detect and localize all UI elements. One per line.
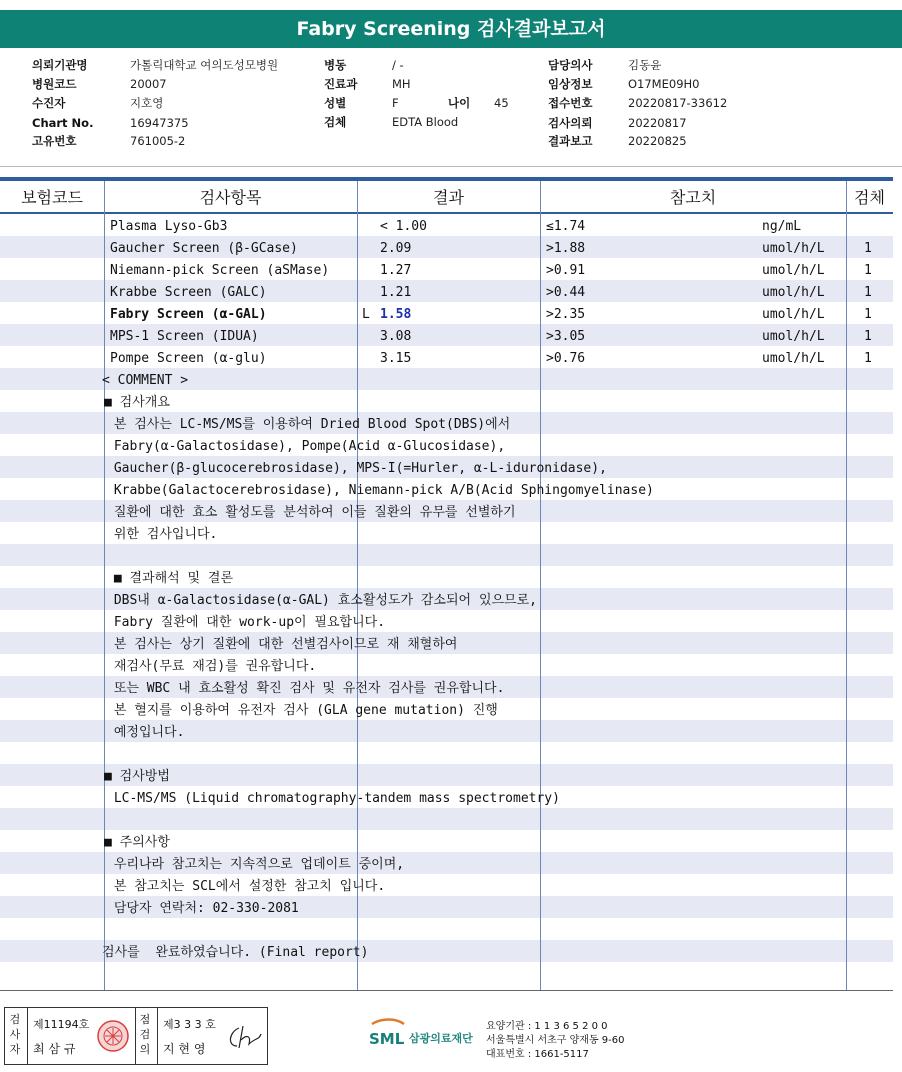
row-specimen: 1 <box>864 351 872 366</box>
row-result: 1.21 <box>380 285 412 300</box>
comment-line: 본 혈지를 이용하여 유전자 검사 (GLA gene mutation) 진행 <box>106 703 498 718</box>
institution-code: 요양기관 : 1 1 3 6 5 2 0 0 <box>486 1021 608 1032</box>
row-item: Niemann-pick Screen (aSMase) <box>110 263 330 278</box>
row-unit: umol/h/L <box>762 351 825 366</box>
info-receipt-no: 접수번호 <box>548 96 593 110</box>
column-divider <box>540 181 541 990</box>
row-reference: >0.76 <box>546 351 586 366</box>
row-stripe <box>0 544 893 566</box>
row-low-flag: L <box>362 307 370 322</box>
row-specimen: 1 <box>864 329 872 344</box>
info-unique-no: 고유번호 <box>32 134 77 148</box>
info-specimen-value: EDTA Blood <box>392 115 459 129</box>
reviewer-number: 제3 3 3 호 <box>163 1018 216 1031</box>
divider <box>0 166 902 167</box>
row-reference: >0.91 <box>546 263 586 278</box>
row-item: Krabbe Screen (GALC) <box>110 285 267 300</box>
comment-line: 또는 WBC 내 효소활성 확진 검사 및 유전자 검사를 권유합니다. <box>106 681 505 696</box>
reviewer-signature-icon <box>225 1022 263 1052</box>
column-divider <box>846 181 847 990</box>
info-specimen: 검체 <box>324 115 347 129</box>
comment-line: ■ 검사개요 <box>104 395 170 410</box>
table-bottom-rule <box>0 990 893 991</box>
info-label: 의뢰기관명 <box>32 58 88 72</box>
comment-line: LC-MS/MS (Liquid chromatography-tandem mass spectrometry) <box>106 791 560 806</box>
row-unit: umol/h/L <box>762 307 825 322</box>
row-unit: umol/h/L <box>762 241 825 256</box>
sml-logo-icon <box>368 1018 406 1048</box>
header-result: 결과 <box>433 188 464 207</box>
info-age-value: 45 <box>494 96 509 110</box>
examiner-number: 제11194호 <box>33 1018 90 1031</box>
table-top-rule <box>0 177 893 181</box>
info-clinical-value: O17ME09H0 <box>628 77 700 91</box>
row-reference: >3.05 <box>546 329 586 344</box>
row-result: 2.09 <box>380 241 412 256</box>
row-reference: >1.88 <box>546 241 586 256</box>
sml-logo-text: SML <box>369 1030 405 1048</box>
info-unique-no-value: 761005-2 <box>130 134 186 148</box>
row-item: MPS-1 Screen (IDUA) <box>110 329 259 344</box>
comment-line: 본 검사는 상기 질환에 대한 선별검사이므로 재 채혈하여 <box>106 637 458 652</box>
row-reference: ≤1.74 <box>546 219 586 234</box>
comment-line: Gaucher(β-glucocerebrosidase), MPS-I(=Hurler, α-L-iduronidase), <box>106 461 607 476</box>
comment-line: 본 검사는 LC-MS/MS를 이용하여 Dried Blood Spot(DBS)에서 <box>106 417 511 432</box>
row-result: 1.27 <box>380 263 412 278</box>
header-specimen: 검체 <box>854 188 885 207</box>
comment-line: 질환에 대한 효소 활성도를 분석하여 이들 질환의 유무를 선별하기 <box>106 505 516 520</box>
comment-header: < COMMENT > <box>102 373 189 388</box>
comment-line: ■ 결과해석 및 결론 <box>106 571 234 586</box>
comment-line: 본 참고치는 SCL에서 설정한 참고치 입니다. <box>106 879 386 894</box>
comment-line: 재검사(무료 재검)를 권유합니다. <box>106 659 317 674</box>
info-ward: 병동 <box>324 58 347 72</box>
info-hospital-code: 병원코드 <box>32 77 77 91</box>
header-test-item: 검사항목 <box>199 188 262 207</box>
comment-line: 담당자 연락처: 02-330-2081 <box>106 901 299 916</box>
info-chart-no-value: 16947375 <box>130 116 189 130</box>
row-reference: >0.44 <box>546 285 586 300</box>
row-stripe <box>0 808 893 830</box>
row-unit: umol/h/L <box>762 285 825 300</box>
info-doctor-value: 김동윤 <box>628 58 662 72</box>
comment-line: 예정입니다. <box>106 725 185 740</box>
row-unit: ng/mL <box>762 219 802 234</box>
info-sex: 성별 <box>324 96 347 110</box>
info-clinical: 임상정보 <box>548 77 593 91</box>
row-result: 3.15 <box>380 351 412 366</box>
row-unit: umol/h/L <box>762 329 825 344</box>
comment-line: 위한 검사입니다. <box>106 527 218 542</box>
final-report-line: 검사를 완료하였습니다. (Final report) <box>102 945 369 960</box>
row-result: < 1.00 <box>380 219 427 234</box>
info-ordering-institution-value: 가톨릭대학교 여의도성모병원 <box>130 58 279 72</box>
row-item: Plasma Lyso-Gb3 <box>110 219 228 234</box>
examiner-name: 최 삼 규 <box>33 1042 76 1056</box>
info-patient: 수진자 <box>32 96 66 110</box>
info-hospital-code-value: 20007 <box>130 77 167 91</box>
report-title: Fabry Screening 검사결과보고서 <box>296 18 606 40</box>
info-department: 진료과 <box>324 77 358 91</box>
info-report-date: 결과보고 <box>548 134 593 148</box>
info-ordering-institution <box>32 58 88 72</box>
row-specimen: 1 <box>864 285 872 300</box>
info-department-value: MH <box>392 77 411 91</box>
info-receipt-no-value: 20220817-33612 <box>628 96 728 110</box>
reviewer-name: 지 현 영 <box>163 1042 206 1056</box>
comment-line: 우리나라 참고치는 지속적으로 업데이트 중이며, <box>106 857 405 872</box>
table-header-rule <box>0 212 893 214</box>
foundation-name: 삼광의료재단 <box>409 1032 473 1045</box>
row-reference: >2.35 <box>546 307 586 322</box>
row-item: Gaucher Screen (β-GCase) <box>110 241 298 256</box>
divider <box>27 1008 28 1064</box>
reviewer-label: 점검의 <box>139 1013 151 1056</box>
examiner-label: 검사자 <box>9 1013 21 1056</box>
info-patient-value: 지호영 <box>130 96 164 110</box>
comment-line: ■ 주의사항 <box>104 835 170 850</box>
header-insurance-code: 보험코드 <box>21 188 83 207</box>
row-result: 3.08 <box>380 329 412 344</box>
address: 서울특별시 서초구 양재동 9-60 <box>486 1035 625 1046</box>
examiner-seal-icon <box>95 1018 131 1054</box>
row-item: Fabry Screen (α-GAL) <box>110 307 267 322</box>
info-chart-no: Chart No. <box>32 116 94 130</box>
row-item: Pompe Screen (α-glu) <box>110 351 267 366</box>
column-divider <box>104 181 105 990</box>
report-title-bar <box>0 10 902 48</box>
phone-number: 대표번호 : 1661-5117 <box>486 1049 589 1060</box>
comment-line: Fabry 질환에 대한 work-up이 필요합니다. <box>106 615 386 630</box>
info-age: 나이 <box>448 96 471 110</box>
comment-line: Fabry(α-Galactosidase), Pompe(Acid α-Glucosidase), <box>106 439 506 454</box>
divider <box>135 1008 136 1064</box>
comment-line: Krabbe(Galactocerebrosidase), Niemann-pick A/B(Acid Sphingomyelinase) <box>106 483 654 498</box>
row-specimen: 1 <box>864 241 872 256</box>
signature-box <box>4 1007 268 1065</box>
header-reference: 참고치 <box>669 188 717 207</box>
row-result: 1.58 <box>380 307 412 322</box>
row-specimen: 1 <box>864 307 872 322</box>
info-doctor: 담당의사 <box>548 58 593 72</box>
row-specimen: 1 <box>864 263 872 278</box>
comment-line: DBS내 α-Galactosidase(α-GAL) 효소활성도가 감소되어 있으므로, <box>106 593 537 608</box>
info-report-date-value: 20220825 <box>628 134 687 148</box>
info-request-date-value: 20220817 <box>628 116 687 130</box>
divider <box>157 1008 158 1064</box>
row-unit: umol/h/L <box>762 263 825 278</box>
info-request-date: 검사의뢰 <box>548 116 593 130</box>
comment-line: ■ 검사방법 <box>104 769 170 784</box>
info-sex-value: F <box>392 96 399 110</box>
info-ward-value: / - <box>392 58 404 72</box>
